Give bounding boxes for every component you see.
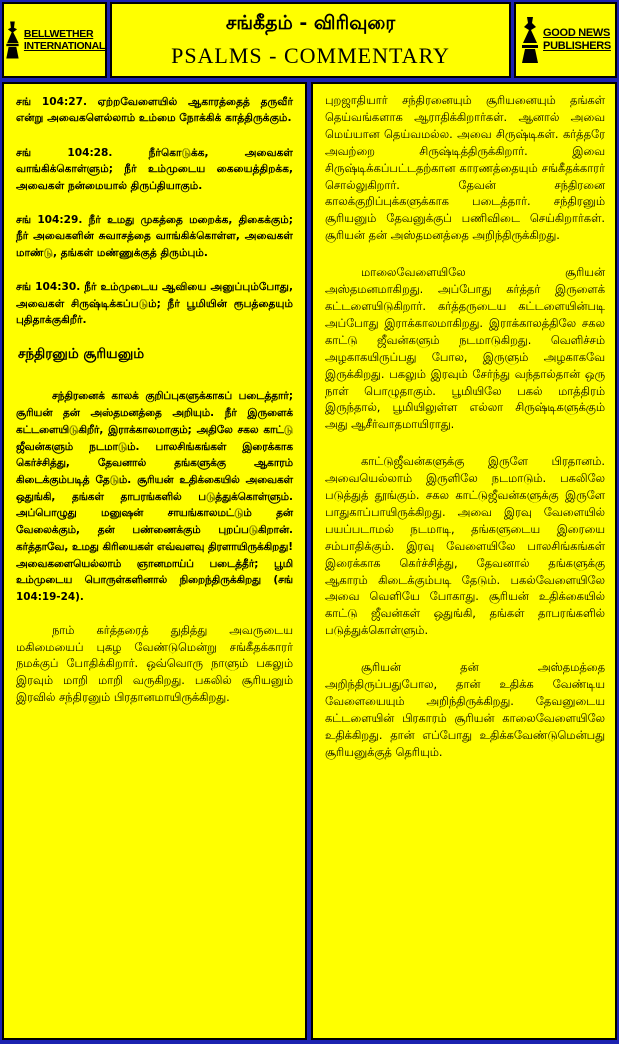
logo-left-line1: BELLWETHER — [23, 28, 94, 40]
logo-left-line2: INTERNATIONAL — [23, 40, 105, 52]
scripture-quote-paragraph: சந்திரனைக் காலக் குறிப்புகளுக்காகப் படைத்தார்; சூரியன் தன் அஸ்தமனத்தை அறியும். நீர் இருளைக் கட்டளையிடுகிறீர், இராக்காலமாகும்; அதிலே சகல காட்டு ஜீவன்களும் நடமாடும். பாலசிங்கங்கள் இரைக்காக கெர்ச்சித்து, தேவனால் தங்களுக்கு ஆகாரம் கிடைக்கும்படித் தேடும். சூரியன் உதிக்கையில் அவைகள் ஒதுங்கி, தங்கள் தாபரங்களில் படுத்துக்கொள்ளும். அப்பொழுது மனுஷன் சாயங்காலமட்டும் தன் வேலைக்கும், தன் பண்ணைக்கும் புறப்படுகிறான். கர்த்தாவே, உமது கிரியைகள் எவ்வளவு திரளாயிருக்கிறது! அவைகளையெல்லாம் ஞானமாய்ப் படைத்தீர்; பூமி உம்முடைய பொருள்களினால் நிறைந்திருக்கிறது (சங் 104:19-24). — [16, 390, 293, 603]
bellwether-logo-text — [24, 28, 105, 52]
verse-104-27: சங் 104:27. ஏற்றவேளையில் ஆகாரத்தைத் தருவீர் என்று அவைகளெல்லாம் உம்மை நோக்கிக் காத்திருக்கும். — [16, 96, 293, 125]
section-heading: சந்திரனும் சூரியனும் — [18, 346, 145, 363]
title-box — [110, 2, 511, 78]
right-column — [311, 82, 617, 1040]
commentary-paragraph-3: காட்டுஜீவன்களுக்கு இருளே பிரதானம். அவையெல்லாம் இருளிலே நடமாடும். பகலிலே படுத்துத் தூங்கும். சகல காட்டுஜீவன்களுக்கு இருளே பாதுகாப்பாயிருக்கிறது. அவை இரவு வேளையில் பயப்படாமல் நடமாடி, தங்களுடைய இரையை சம்பாதிக்கும். இரவு வேளையிலே பாலசிங்கங்கள் இரைக்காக கெர்ச்சித்து, தேவனால் தங்களுக்கு ஆகாரம் கிடைக்கும்படி தேடும். பகல்வேளையிலே அவை வெளியே போகாது. சூரியன் உதிக்கையில் காட்டு ஜீவன்கள் ஒதுங்கி, தங்கள் தாபரங்களில் படுத்துக்கொள்ளும். — [325, 454, 605, 638]
commentary-paragraph-2: மாலைவேளையிலே சூரியன் அஸ்தமனமாகிறது. அப்போது கர்த்தர் இருளைக் கட்டளையிடுகிறார். கர்த்தருடைய கட்டளையின்படி அப்போது இராக்காலமாகிறது. இராக்காலத்திலே சகல காட்டு ஜீவன்களும் நடமாடுகிறது. வெளிச்சம் அழகாகயிருப்பது போல, இருளும் அழகாகவே இருக்கிறது. பகலும் இரவும் சேர்ந்து வந்தால்தான் ஒரு நாள் பொழுதாகும். பூமியிலே பகல் மாத்திரம் இருந்தால், பூமியிலுள்ள எல்லா சிருஷ்டிகளுக்கும் அது ஆசீர்வாதமாயிராது. — [325, 265, 605, 432]
left-column — [2, 82, 307, 1040]
commentary-paragraph: நாம் கர்த்தரைத் துதித்து அவருடைய மகிமையைப் புகழ வேண்டுமென்று சங்கீதக்காரர் நமக்குப் போதிக்கிறார். ஒவ்வொரு நாளும் பகலும் இரவும் மாறி மாறி வருகிறது. பகலில் சூரியனும் இரவில் சந்திரனும் பிரதானமாயிருக்கிறது. — [16, 622, 293, 705]
header — [2, 2, 617, 78]
logo-right-line1: GOOD NEWS — [543, 27, 611, 39]
page-title-tamil: சங்கீதம் - விரிவுரை — [225, 11, 396, 34]
commentary-paragraph-1: புறஜாதியார் சந்திரனையும் சூரியனையும் தங்கள் தெய்வங்களாக ஆராதிக்கிறார்கள். ஆனால் அவை மெய்யான தெய்வமல்ல. அவை சிருஷ்டிகள். கர்த்தரே அவற்றை சிருஷ்டித்திருக்கிறார். இவை சிருஷ்டிக்கப்பட்டதற்கான காரணத்தையும் சங்கீதக்காரர் சொல்லுகிறார். தேவன் சந்திரனை காலக்குறிப்புக்களுக்காக படைத்தார். சந்திரனும் சூரியனும் தேவனுக்குப் பணிவிடை செய்கிறார்கள். சூரியன் தன் அஸ்தமனத்தை அறிந்திருக்கிறது. — [325, 93, 605, 243]
good-news-logo-text — [543, 27, 611, 53]
bellwether-icon — [4, 14, 21, 66]
bellwether-logo — [2, 2, 107, 78]
logo-right-line2: PUBLISHERS — [543, 40, 611, 52]
verse-104-29: சங் 104:29. நீர் உமது முகத்தை மறைக்க, திகைக்கும்; நீர் அவைகளின் சுவாசத்தை வாங்கிக்கொள்ள, அவைகள் மாண்டு, தங்கள் மண்ணுக்குத் திரும்பும். — [16, 214, 293, 259]
verse-104-28: சங் 104:28. நீர்கொடுக்க, அவைகள் வாங்கிக்கொள்ளும்; நீர் உம்முடைய கையைத்திறக்க, அவைகள் நன்மையால் திருப்தியாகும். — [16, 146, 293, 192]
verse-104-30: சங் 104:30. நீர் உம்முடைய ஆவியை அனுப்பும்போது, அவைகள் சிருஷ்டிக்கப்படும்; நீர் பூமியின் ரூபத்தையும் புதிதாக்குகிறீர். — [16, 281, 293, 327]
bell-icon — [520, 15, 540, 65]
page-title-english: PSALMS - COMMENTARY — [171, 42, 450, 68]
good-news-logo — [514, 2, 617, 78]
commentary-paragraph-4: சூரியன் தன் அஸ்தமத்தை அறிந்திருப்பதுபோல, தான் உதிக்க வேண்டிய வேளையையும் அறிந்திருக்கிறது. தேவனுடைய கட்டளையின் பிரகாரம் சூரியன் காலைவேளையிலே உதிக்கிறது. தான் எப்போது உதிக்கவேண்டுமென்பது சூரியனுக்குத் தெரியும். — [325, 660, 605, 759]
